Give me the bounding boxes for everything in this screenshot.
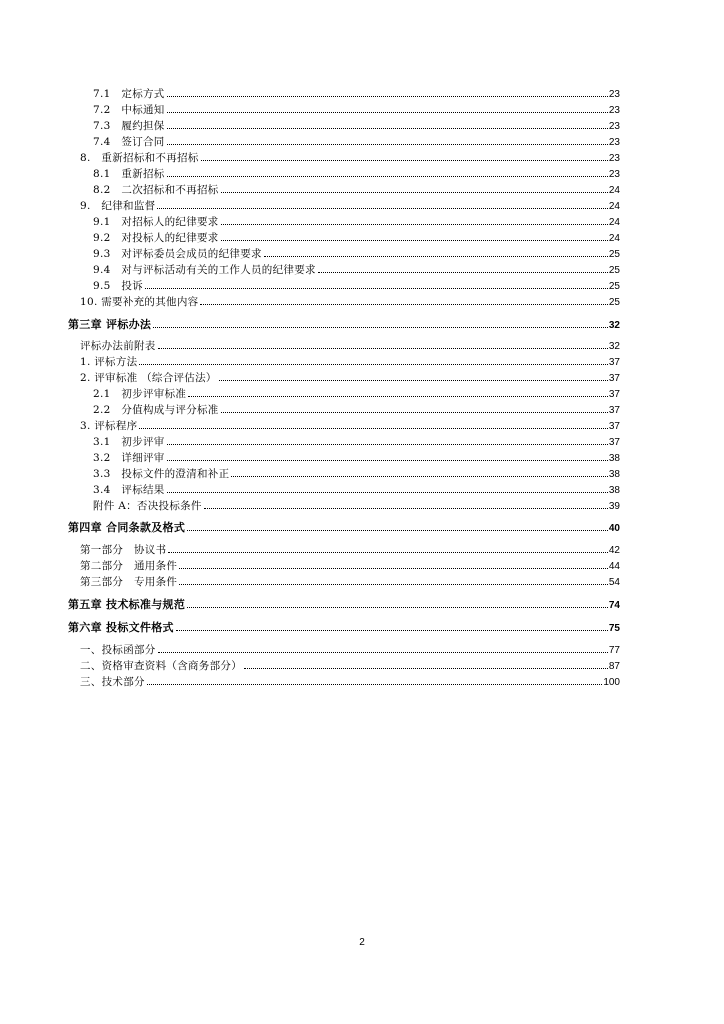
- toc-entry-page: 32: [608, 320, 620, 331]
- toc-entry-title: 第一部分 协议书: [80, 544, 167, 556]
- toc-dot-leader: [221, 412, 608, 413]
- toc-entry-title: 10. 需要补充的其他内容: [80, 296, 199, 308]
- toc-entry-title: 2. 评审标准 （综合评估法）: [80, 372, 217, 384]
- toc-entry-page: 25: [608, 281, 620, 292]
- toc-entry[interactable]: [80, 559, 620, 574]
- toc-entry-page: 38: [608, 469, 620, 480]
- toc-entry[interactable]: [80, 419, 620, 434]
- toc-entry-page: 37: [608, 389, 620, 400]
- toc-dot-leader: [188, 396, 608, 397]
- toc-entry[interactable]: [93, 87, 620, 102]
- toc-entry-title: 7.3 履约担保: [93, 120, 165, 132]
- toc-entry-title: 9.2 对投标人的纪律要求: [93, 232, 219, 244]
- toc-entry-page: 23: [608, 121, 620, 132]
- toc-entry[interactable]: [80, 659, 620, 674]
- toc-dot-leader: [167, 444, 608, 445]
- toc-entry-page: 24: [608, 233, 620, 244]
- toc-dot-leader: [187, 607, 608, 608]
- toc-entry-title: 9.5 投诉: [93, 280, 143, 292]
- toc-dot-leader: [158, 652, 608, 653]
- toc-dot-leader: [318, 272, 608, 273]
- toc-entry-title: 7.2 中标通知: [93, 104, 165, 116]
- toc-dot-leader: [139, 428, 607, 429]
- toc-entry-page: 23: [608, 169, 620, 180]
- toc-entry[interactable]: [93, 451, 620, 466]
- toc-entry-title: 第五章 技术标准与规范: [68, 598, 186, 611]
- toc-entry-title: 9.3 对评标委员会成员的纪律要求: [93, 248, 262, 260]
- toc-entry[interactable]: [80, 199, 620, 214]
- toc-entry[interactable]: [93, 387, 620, 402]
- toc-entry[interactable]: [80, 295, 620, 310]
- toc-entry-page: 24: [608, 185, 620, 196]
- toc-dot-leader: [167, 492, 608, 493]
- toc-entry-title: 3.2 详细评审: [93, 452, 165, 464]
- toc-entry-page: 25: [608, 297, 620, 308]
- toc-entry-title: 9. 纪律和监督: [80, 200, 156, 212]
- toc-entry[interactable]: [93, 499, 620, 514]
- toc-entry-title: 评标办法前附表: [80, 340, 156, 352]
- toc-entry-page: 37: [608, 421, 620, 432]
- toc-entry-title: 1. 评标方法: [80, 356, 138, 368]
- toc-entry[interactable]: [93, 103, 620, 118]
- toc-dot-leader: [176, 630, 608, 631]
- toc-chapter-entry[interactable]: [68, 621, 620, 636]
- toc-entry[interactable]: [93, 435, 620, 450]
- toc-entry-page: 25: [608, 249, 620, 260]
- toc-dot-leader: [244, 668, 608, 669]
- toc-entry[interactable]: [93, 119, 620, 134]
- toc-entry[interactable]: [93, 279, 620, 294]
- toc-entry[interactable]: [80, 339, 620, 354]
- toc-entry[interactable]: [80, 543, 620, 558]
- toc-entry[interactable]: [80, 675, 620, 690]
- toc-dot-leader: [231, 476, 607, 477]
- toc-entry-title: 3.4 评标结果: [93, 484, 165, 496]
- toc-entry-page: 77: [608, 645, 620, 656]
- toc-chapter-entry[interactable]: [68, 318, 620, 333]
- toc-entry-page: 32: [608, 341, 620, 352]
- toc-dot-leader: [204, 508, 608, 509]
- toc-dot-leader: [158, 348, 608, 349]
- toc-entry-title: 9.1 对招标人的纪律要求: [93, 216, 219, 228]
- toc-dot-leader: [157, 208, 607, 209]
- toc-dot-leader: [221, 192, 608, 193]
- toc-entry-title: 第三章 评标办法: [68, 318, 152, 331]
- toc-entry[interactable]: [93, 467, 620, 482]
- toc-entry-page: 40: [608, 523, 620, 534]
- toc-dot-leader: [167, 144, 608, 145]
- page-number: 2: [359, 937, 365, 948]
- toc-entry[interactable]: [80, 643, 620, 658]
- toc-entry-title: 2.2 分值构成与评分标准: [93, 404, 219, 416]
- toc-entry-page: 23: [608, 105, 620, 116]
- toc-entry[interactable]: [93, 483, 620, 498]
- toc-dot-leader: [264, 256, 608, 257]
- toc-entry-title: 一、投标函部分: [80, 644, 156, 656]
- toc-entry[interactable]: [93, 403, 620, 418]
- toc-entry-title: 3.1 初步评审: [93, 436, 165, 448]
- toc-dot-leader: [187, 530, 608, 531]
- toc-entry-title: 3. 评标程序: [80, 420, 138, 432]
- toc-entry[interactable]: [93, 215, 620, 230]
- toc-entry-page: 39: [608, 501, 620, 512]
- toc-dot-leader: [153, 327, 608, 328]
- toc-entry-title: 7.1 定标方式: [93, 88, 165, 100]
- toc-dot-leader: [221, 240, 608, 241]
- toc-entry-page: 54: [608, 577, 620, 588]
- toc-dot-leader: [147, 684, 603, 685]
- toc-entry-title: 2.1 初步评审标准: [93, 388, 187, 400]
- toc-entry-page: 87: [608, 661, 620, 672]
- toc-dot-leader: [179, 568, 608, 569]
- toc-dot-leader: [201, 160, 608, 161]
- toc-entry-page: 44: [608, 561, 620, 572]
- toc-entry-title: 9.4 对与评标活动有关的工作人员的纪律要求: [93, 264, 316, 276]
- toc-entry-title: 第四章 合同条款及格式: [68, 521, 186, 534]
- toc-chapter-entry[interactable]: [68, 598, 620, 613]
- toc-entry-title: 8.2 二次招标和不再招标: [93, 184, 219, 196]
- toc-entry-page: 74: [608, 600, 620, 611]
- toc-entry-title: 第六章 投标文件格式: [68, 621, 174, 634]
- toc-entry-page: 37: [608, 373, 620, 384]
- toc-entry[interactable]: [93, 135, 620, 150]
- toc-entry-page: 37: [608, 357, 620, 368]
- toc-dot-leader: [168, 552, 607, 553]
- toc-dot-leader: [167, 96, 608, 97]
- toc-entry[interactable]: [80, 371, 620, 386]
- toc-dot-leader: [200, 304, 607, 305]
- toc-entry-title: 3.3 投标文件的澄清和补正: [93, 468, 230, 480]
- toc-entry-title: 附件 A：否决投标条件: [93, 500, 202, 512]
- toc-entry[interactable]: [93, 183, 620, 198]
- toc-dot-leader: [167, 176, 608, 177]
- toc-entry-page: 25: [608, 265, 620, 276]
- toc-entry-title: 第三部分 专用条件: [80, 576, 178, 588]
- toc-entry[interactable]: [80, 355, 620, 370]
- toc-entry-page: 42: [608, 545, 620, 556]
- toc-chapter-entry[interactable]: [68, 521, 620, 536]
- toc-entry-page: 38: [608, 485, 620, 496]
- toc-dot-leader: [167, 112, 608, 113]
- toc-dot-leader: [167, 460, 608, 461]
- toc-entry-title: 三、技术部分: [80, 676, 145, 688]
- toc-entry-page: 37: [608, 405, 620, 416]
- toc-entry-title: 8.1 重新招标: [93, 168, 165, 180]
- toc-entry-title: 8. 重新招标和不再招标: [80, 152, 199, 164]
- toc-entry-title: 第二部分 通用条件: [80, 560, 178, 572]
- toc-dot-leader: [219, 380, 608, 381]
- toc-entry-page: 23: [608, 153, 620, 164]
- toc-dot-leader: [221, 224, 608, 225]
- toc-entry[interactable]: [93, 167, 620, 182]
- toc-entry-title: 二、资格审查资料（含商务部分）: [80, 660, 242, 672]
- toc-entry-title: 7.4 签订合同: [93, 136, 165, 148]
- toc-entry-page: 100: [603, 677, 620, 688]
- toc-entry-page: 23: [608, 137, 620, 148]
- toc-entry-page: 37: [608, 437, 620, 448]
- toc-dot-leader: [167, 128, 608, 129]
- toc-entry-page: 75: [608, 623, 620, 634]
- toc-entry-page: 23: [608, 89, 620, 100]
- toc-entry-page: 24: [608, 201, 620, 212]
- toc-entry[interactable]: [93, 263, 620, 278]
- toc-dot-leader: [145, 288, 608, 289]
- toc-entry-page: 38: [608, 453, 620, 464]
- toc-entry-page: 24: [608, 217, 620, 228]
- toc-dot-leader: [139, 364, 607, 365]
- toc-entry[interactable]: [80, 575, 620, 590]
- toc-entry[interactable]: [93, 247, 620, 262]
- toc-entry[interactable]: [93, 231, 620, 246]
- toc-entry[interactable]: [80, 151, 620, 166]
- toc-dot-leader: [179, 584, 608, 585]
